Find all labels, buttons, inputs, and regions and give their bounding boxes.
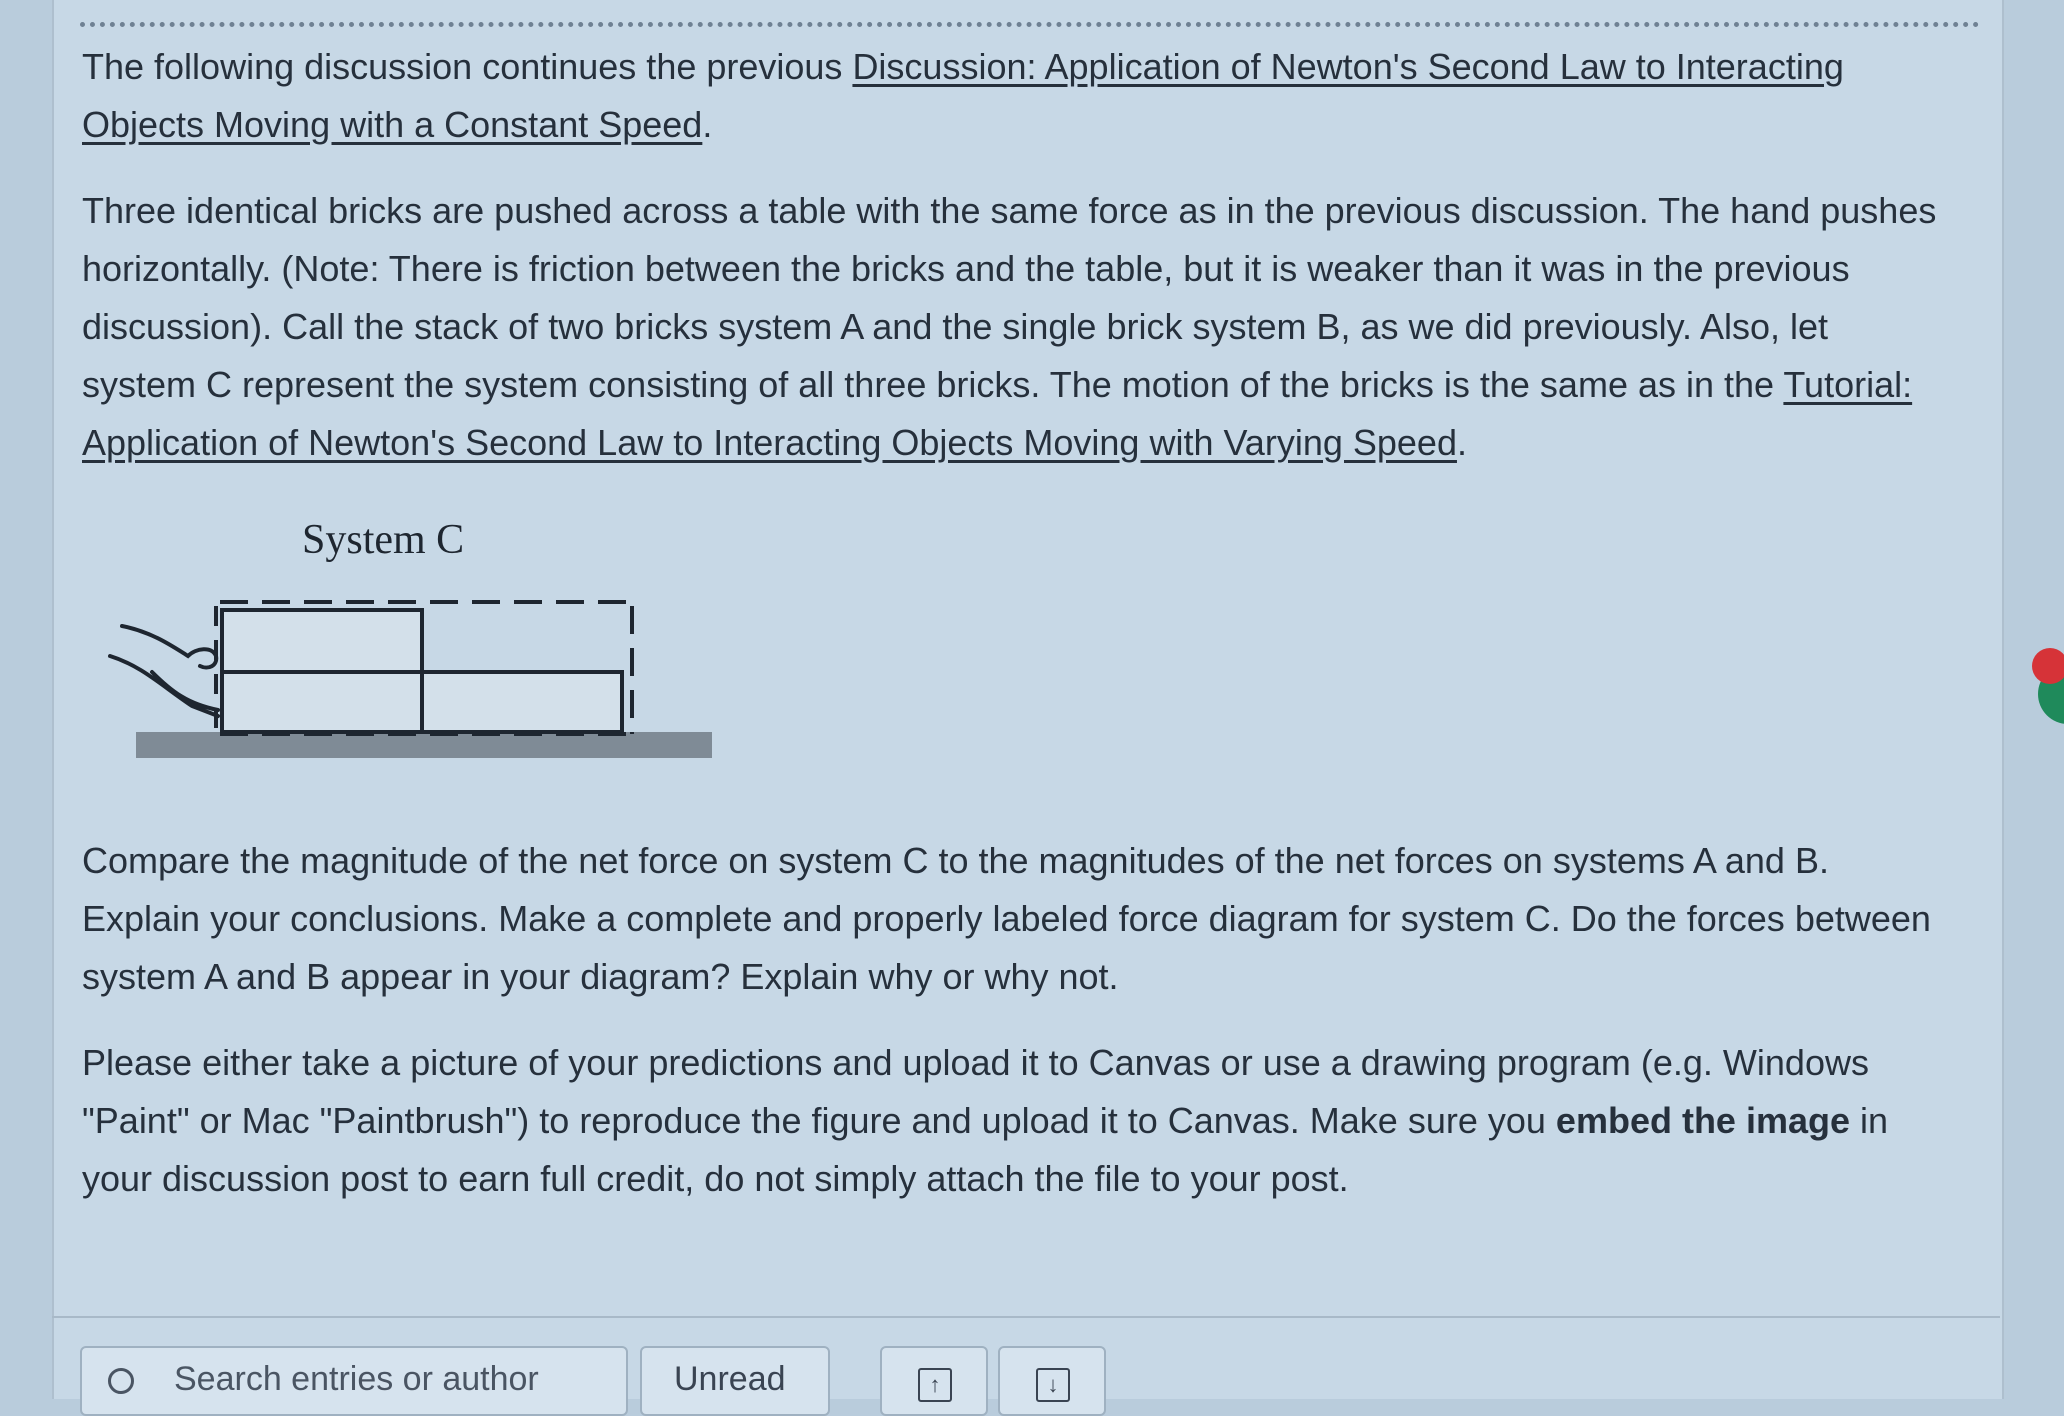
arrow-down-icon: ↓ <box>1036 1368 1070 1402</box>
previous-discussion-link[interactable]: Discussion: Application of Newton's Second Law to Interacting Objects Moving with a Constant Speed <box>82 46 1844 145</box>
arrow-up-icon: ↑ <box>918 1368 952 1402</box>
setup-end: . <box>1456 422 1467 463</box>
intro-end: . <box>702 104 713 145</box>
unread-filter-button[interactable] <box>640 1346 830 1416</box>
expand-threads-button[interactable] <box>880 1346 988 1416</box>
search-input[interactable] <box>80 1346 628 1416</box>
unread-label: Unread <box>674 1360 786 1398</box>
figure-label: System C <box>302 517 465 563</box>
tutorial-link[interactable]: Tutorial: Application of Newton's Second Law to Interacting Objects Moving with Varying Speed <box>82 364 1913 463</box>
top-divider <box>80 22 1980 27</box>
setup-text: Three identical bricks are pushed across a table with the same force as in the previous discussion. The hand pushes horizontally. (Note: There is friction between the bricks and the table, but it is weaker than it was in the previous discussion). Call the stack of two bricks system A and the single brick system B, as we did previously. Also, let system C represent the system consisting of all three bricks. The motion of the bricks is the same as in the <box>82 190 1937 405</box>
question-paragraph: Compare the magnitude of the net force on system C to the magnitudes of the net forces on systems A and B. Explain your conclusions. Make a complete and properly labeled force diagram for system C. Do the forces between system A and B appear in your diagram? Explain why or why not. <box>82 840 1931 997</box>
notification-dot-icon <box>2032 648 2064 684</box>
search-placeholder: Search entries or author <box>174 1360 539 1398</box>
top-brick <box>222 610 422 672</box>
discussion-body <box>82 38 1942 1208</box>
instructions-end: in your discussion post to earn full credit, do not simply attach the file to your post. <box>82 1100 1889 1199</box>
instructions-text: Please either take a picture of your predictions and upload it to Canvas or use a drawing program (e.g. Windows "Paint" or Mac "Paintbrush") to reproduce the figure and upload it to Canvas. Make sure you <box>82 1042 1869 1141</box>
bottom-left-brick <box>222 672 422 732</box>
bricks-diagram <box>92 576 712 776</box>
hand-outline <box>110 626 218 716</box>
search-icon <box>108 1368 134 1394</box>
toolbar-divider <box>52 1316 2000 1318</box>
setup-paragraph <box>82 182 1942 472</box>
side-help-badge[interactable] <box>2032 648 2064 720</box>
intro-text: The following discussion continues the previous <box>82 46 853 87</box>
system-c-figure <box>92 516 732 776</box>
instructions-paragraph <box>82 1034 1942 1208</box>
bottom-right-brick <box>422 672 622 732</box>
discussion-toolbar <box>80 1346 1180 1406</box>
instructions-emphasis: embed the image <box>1555 1100 1851 1141</box>
collapse-threads-button[interactable] <box>998 1346 1106 1416</box>
intro-paragraph <box>82 38 1942 154</box>
